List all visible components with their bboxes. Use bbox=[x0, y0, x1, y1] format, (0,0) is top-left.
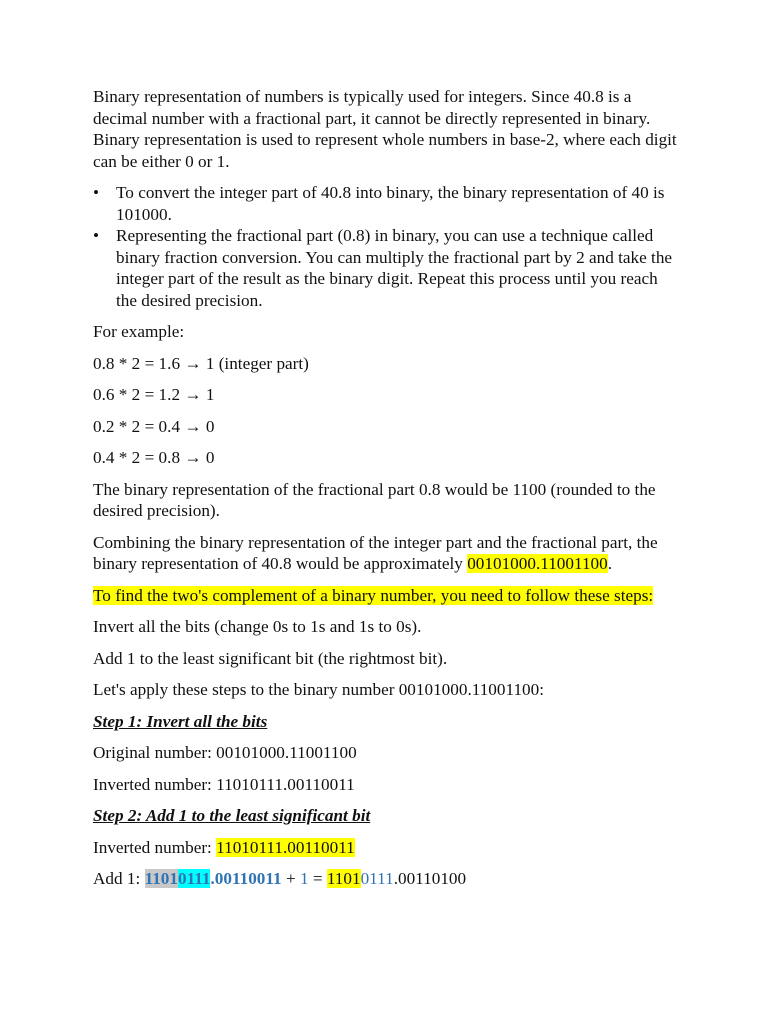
inverted-value: 11010111.00110011 bbox=[216, 837, 355, 857]
invert-instruction: Invert all the bits (change 0s to 1s and 1s to 0s). bbox=[93, 617, 422, 636]
add-one: 1 bbox=[299, 869, 309, 888]
add-equals: = bbox=[308, 869, 327, 888]
add-seg-gray: 1101 bbox=[144, 869, 178, 888]
bullet-item bbox=[93, 182, 683, 225]
add-seg-cyan: 0111 bbox=[178, 869, 211, 888]
bullet-icon: • bbox=[93, 183, 100, 202]
bullet-icon: • bbox=[93, 226, 100, 245]
result-seg-rest: .00110100 bbox=[393, 869, 467, 888]
step1-title: Step 1: Invert all the bits bbox=[93, 711, 268, 731]
apply-paragraph: Let's apply these steps to the binary number 00101000.11001100: bbox=[93, 680, 545, 699]
intro-paragraph: Binary representation of numbers is typically used for integers. Since 40.8 is a decimal number with a fractional part, it cannot be directly represented in binary. Binary representation is used to represent whole numbers in base-2, where each digit can be either 0 or 1. bbox=[93, 87, 677, 171]
example-line: 0.6 * 2 = 1.2 → 1 bbox=[93, 385, 215, 404]
example-heading: For example: bbox=[93, 322, 185, 341]
bullet-list bbox=[93, 182, 683, 311]
add-one-line bbox=[93, 868, 683, 890]
add-instruction: Add 1 to the least significant bit (the rightmost bit). bbox=[93, 648, 448, 668]
result-seg-yellow: 1101 bbox=[326, 869, 361, 888]
inverted-number-line: Inverted number: 11010111.00110011 bbox=[93, 774, 355, 794]
combine-end: . bbox=[607, 554, 613, 573]
combine-paragraph bbox=[93, 532, 683, 575]
example-line: 0.2 * 2 = 0.4 → 0 bbox=[93, 416, 215, 436]
example-line: 0.8 * 2 = 1.6 → 1 (integer part) bbox=[93, 353, 309, 373]
bullet-item bbox=[93, 225, 683, 311]
twos-complement-heading-text: To find the two's complement of a binary number, you need to follow these steps: bbox=[93, 585, 654, 605]
inverted-label: Inverted number: bbox=[93, 837, 217, 857]
add-label: Add 1: bbox=[93, 869, 145, 888]
add-plus: + bbox=[281, 869, 300, 888]
twos-complement-heading bbox=[93, 585, 683, 607]
document-content bbox=[93, 86, 683, 900]
fraction-result-paragraph: The binary representation of the fractional part 0.8 would be 1100 (rounded to the desired precision). bbox=[93, 479, 656, 520]
original-number-line: Original number: 00101000.11001100 bbox=[93, 743, 357, 762]
add-seg-frac: .00110011 bbox=[210, 869, 282, 888]
combine-text: Combining the binary representation of the integer part and the fractional part, the binary representation of 40.8 would be approximately bbox=[93, 532, 658, 573]
example-line: 0.4 * 2 = 0.8 → 0 bbox=[93, 448, 215, 467]
bullet-text: Representing the fractional part (0.8) in binary, you can use a technique called binary fraction conversion. You can multiply the fractional part by 2 and take the integer part of the result as the binary digit. Repeat this process until you reach the desired precision. bbox=[116, 226, 673, 310]
inverted-number-highlight-line bbox=[93, 837, 683, 859]
result-seg-blue: 0111 bbox=[360, 869, 394, 888]
combined-binary-value: 00101000.11001100 bbox=[467, 554, 608, 573]
step2-title: Step 2: Add 1 to the least significant bit bbox=[93, 806, 371, 825]
bullet-text: To convert the integer part of 40.8 into binary, the binary representation of 40 is 101000. bbox=[116, 183, 665, 224]
